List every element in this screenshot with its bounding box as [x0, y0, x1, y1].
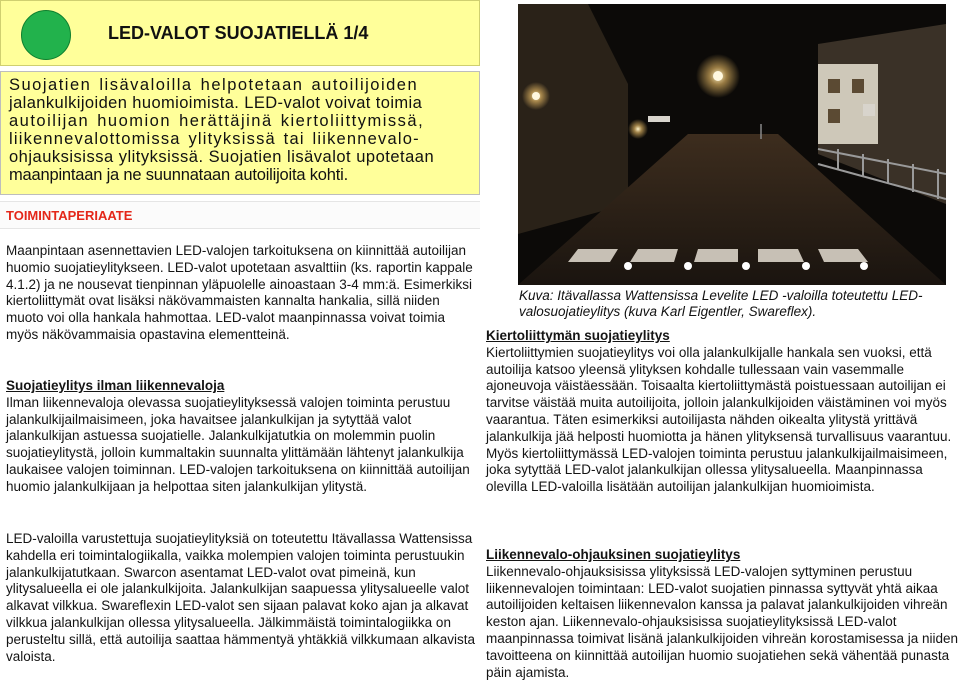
- section3-block: [486, 547, 958, 681]
- night-crosswalk-photo: [518, 4, 946, 285]
- intro-line: ohjauksisissa ylityksissä. Suojatien lisävalot upotetaan: [9, 148, 435, 166]
- intro-box: [0, 71, 480, 195]
- section1-paragraph-2: LED-valoilla varustettuja suojatieylityksiä on toteutettu Itävallassa Wattensissa kahdella eri toimintalogiikalla, vaikka molempien valojen toiminta perustuukin jalankulkijatutkaan. Swarcon asentamat LED-valot ovat pimeinä, kun ylitysalueella ei ole jalankulkijoita. Jalankulkijan saapuessa ylitysalueelle valot alkavat vilkkua. Swareflexin LED-valot sen sijaan palavat koko ajan ja alkavat vilkkua jalankulkijan ollessa ylitysalueella. Jälkimmäistä toimintalogiikka on perusteltu sillä, että autoilija saattaa hämmentyä yhtäkkiä vilkkumaan alkavista valoista.: [6, 531, 475, 664]
- principle-paragraph: Maanpintaan asennettavien LED-valojen tarkoituksena on kiinnittää autoilijan huomio suojatieylitykseen. LED-valot upotetaan asvalttiin (ks. raportin kappale 4.1.2) ja ne nousevat tienpinnan yläpuolelle ainoastaan 3-4 mm:ä. Esimerkiksi kiertoliittymät ovat lisäksi näkövammaisten kannalta hankalia, sillä niiden muoto voi olla hankala hahmottaa. LED-valot maanpinnassa voivat toimia myös näkövammaisia opastavina elementteinä.: [6, 243, 473, 342]
- photo-caption: Kuva: Itävallassa Wattensissa Levelite LED -valoilla toteutettu LED-valosuojatieylitys (kuva Karl Eigentler, Swareflex).: [519, 288, 923, 319]
- card-title: LED-VALOT SUOJATIELLÄ 1/4: [108, 23, 369, 43]
- night-crosswalk-illustration: [518, 4, 946, 285]
- principle-text-block: [6, 243, 480, 344]
- intro-line: maanpintaan ja ne suunnataan autoilijoita kohti.: [9, 166, 348, 184]
- status-dot-icon: [21, 10, 71, 60]
- principle-heading: TOIMINTAPERIAATE: [6, 208, 133, 223]
- intro-line: liikennevalottomissa ylityksissä tai liikennevalo-: [9, 130, 420, 148]
- section1-paragraph: Ilman liikennevaloja olevassa suojatieylityksessä valojen toiminta perustuu jalankulkijailmaisimeen, joka havaitsee jalankulkijan ja sytyttää valot jalankulkijan astuessa suojatielle. Jalankulkijatutkia on molemmin puolin suojatieylitystä, jolloin kummaltakin suunnalta ylittämään lähtenyt jalankulkija laukaisee valojen toiminnan. LED-valojen tarkoituksena on kiinnittää autoilijan huomio jalankulkijaan ja helpottaa siten jalankulkijan ylitystä.: [6, 394, 470, 494]
- section2-heading: Kiertoliittymän suojatieylitys: [486, 328, 670, 343]
- section1-block-2: [6, 531, 486, 665]
- section1-block: [6, 378, 480, 496]
- section2-block: [486, 328, 956, 496]
- intro-line: Suojatien lisävaloilla helpotetaan autoilijoiden: [9, 76, 419, 94]
- intro-line: autoilijan huomion herättäjinä kiertoliittymissä,: [9, 112, 425, 130]
- section3-paragraph: Liikennevalo-ohjauksisissa ylityksissä LED-valojen syttyminen perustuu liikennevalojen toimintaan: LED-valot suojatien pinnassa syttyvät yhtä aikaa autoilijoiden keltaisen liikennevalon kanssa ja palavat jalankulkijoiden vihreän keston ajan. Liikennevalo-ohjauksisissa suojatieylityksissä LED-valot maanpinnassa toimivat lisänä jalankulkijoiden vihreän korostamisessa ja niiden tavoitteena on kiinnittää autoilijan huomio suojatiehen sekä vähentää punasta päin ajamista.: [486, 563, 959, 680]
- section3-heading: Liikennevalo-ohjauksinen suojatieylitys: [486, 547, 741, 562]
- section1-heading: Suojatieylitys ilman liikennevaloja: [6, 378, 225, 393]
- section2-paragraph: Kiertoliittymien suojatieylitys voi olla jalankulkijalle hankala sen vuoksi, että autoilija katsoo yleensä ylityksen kohdalle tullessaan vain vasemmalle ajoneuvoja väistäessään. Toisaalta kiertoliittymästä poistuessaan autoilijan ei tarvitse väistää muita autoilijoita, jolloin jalankulkijoiden väistäminen voi myös vaarantua. Täten esimerkiksi autoilijasta nähden oikealta ylitystä yrittävä jalankulkija jää helposti huomiotta ja hänen ylityksensä turvallisuus vaarantuu. Myös kiertoliittymässä LED-valojen toiminta perustuu jalankulkijailmaisimeen, joka sytyttää LED-valot jalankulkijan ollessa ylitysalueella. Maanpinnassa olevilla LED-valoilla lisätään autoilijan jalankulkijan huomioimista.: [486, 344, 952, 495]
- intro-line: jalankulkijoiden huomioimista. LED-valot voivat toimia: [9, 94, 423, 112]
